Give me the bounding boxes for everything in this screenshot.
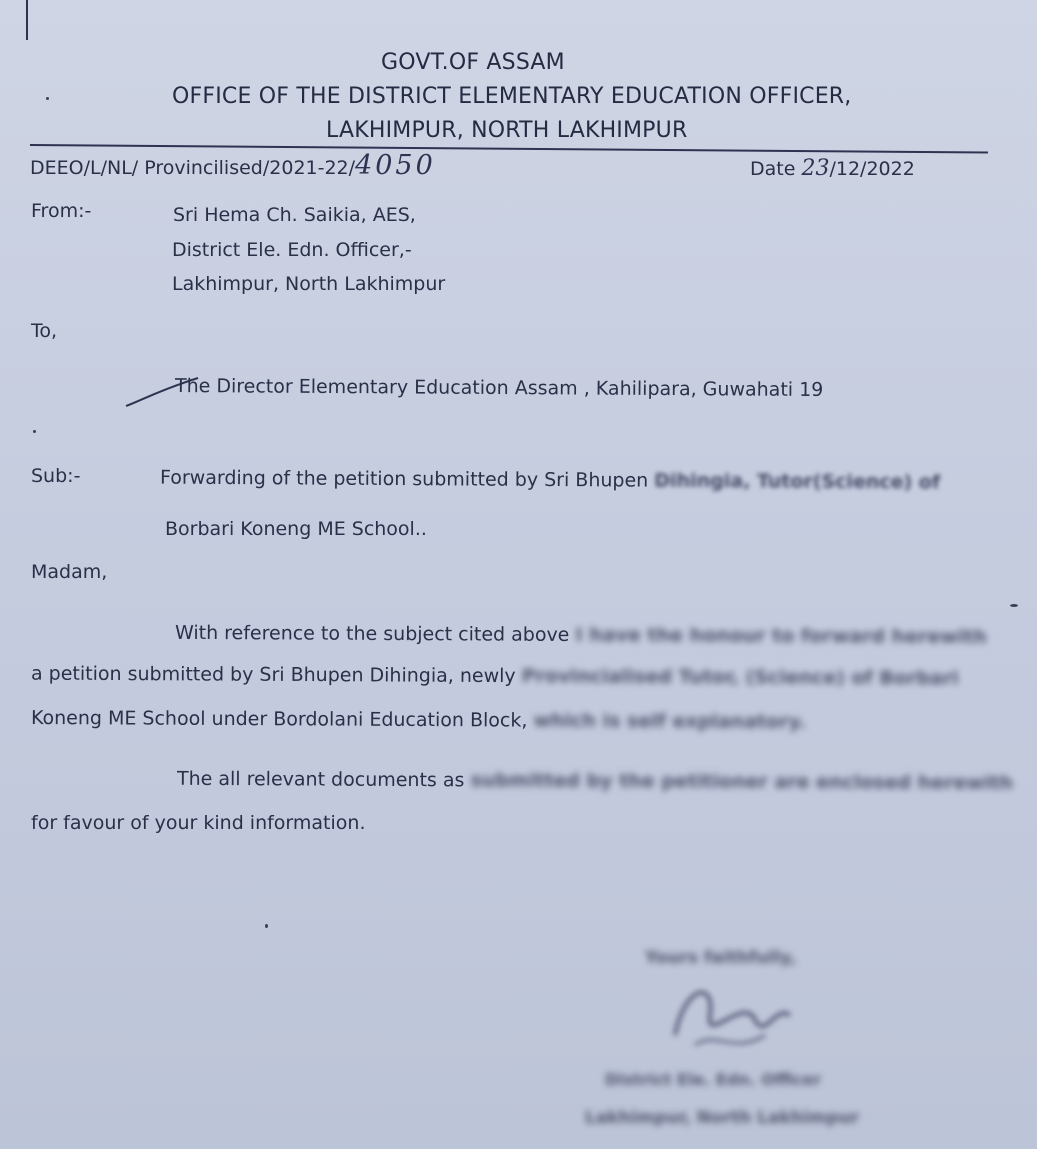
speck	[1010, 604, 1018, 607]
salutation: Madam,	[31, 561, 108, 583]
date-day: 23	[801, 156, 830, 181]
header-govt: GOVT.OF ASSAM	[381, 50, 565, 75]
designation-line-2: Lakhimpur, North Lakhimpur	[585, 1108, 860, 1128]
addressee: The Director Elementary Education Assam , Kahilipara, Guwahati 19	[174, 375, 824, 401]
body-p2-line-1-clear: The all relevant documents as	[176, 767, 471, 792]
body-p1-line-3-blurred: which is self explanatory.	[533, 709, 807, 734]
to-label: To,	[31, 320, 58, 342]
signature-scribble	[655, 975, 805, 1065]
body-p1-line-1-blurred: I have the honour to forward herewith	[575, 623, 987, 649]
from-line-3: Lakhimpur, North Lakhimpur	[172, 273, 446, 295]
margin-mark	[26, 0, 28, 40]
date-label: Date	[750, 158, 796, 180]
body-p1-line-2	[31, 663, 959, 690]
subject-text-blurred: Dihingia, Tutor(Science) of	[654, 469, 941, 494]
body-p1-line-2-blurred: Provincialised Tutor, (Science) of Borbari	[521, 665, 959, 690]
body-p2-line-1	[177, 768, 1013, 794]
closing-text: Yours faithfully,	[645, 948, 797, 968]
header-location: LAKHIMPUR, NORTH LAKHIMPUR	[326, 118, 688, 143]
body-p2-line-1-blurred: submitted by the petitioner are enclosed herewith	[470, 769, 1014, 795]
body-p1-line-2-clear: a petition submitted by Sri Bhupen Dihingia, newly	[30, 662, 522, 688]
body-p1-line-3	[31, 707, 806, 733]
designation-line-1: District Ele. Edn. Officer	[605, 1070, 822, 1089]
reference-prefix: DEEO/L/NL/ Provincilised/2021-22/	[30, 157, 356, 179]
reference-number	[30, 150, 436, 181]
body-p1-line-1-clear: With reference to the subject cited above	[174, 621, 576, 646]
speck	[46, 97, 49, 100]
from-line-2: District Ele. Edn. Officer,-	[172, 239, 412, 261]
subject-line-1	[160, 467, 940, 494]
from-label: From:-	[31, 200, 92, 222]
subject-line-2: Borbari Koneng ME School..	[165, 518, 427, 540]
subject-text-clear: Forwarding of the petition submitted by Sri Bhupen	[159, 466, 655, 492]
speck	[265, 924, 268, 928]
body-p1-line-1	[175, 622, 987, 648]
header-office: OFFICE OF THE DISTRICT ELEMENTARY EDUCATION OFFICER,	[172, 84, 852, 109]
body-p2-line-2: for favour of your kind information.	[31, 812, 366, 834]
date-rest: /12/2022	[829, 158, 915, 180]
speck	[33, 430, 36, 433]
reference-date	[750, 156, 915, 181]
body-p1-line-3-clear: Koneng ME School under Bordolani Education Block,	[30, 706, 534, 732]
from-line-1: Sri Hema Ch. Saikia, AES,	[173, 204, 416, 226]
handwritten-number: 4050	[355, 150, 436, 181]
subject-label: Sub:-	[31, 465, 81, 487]
